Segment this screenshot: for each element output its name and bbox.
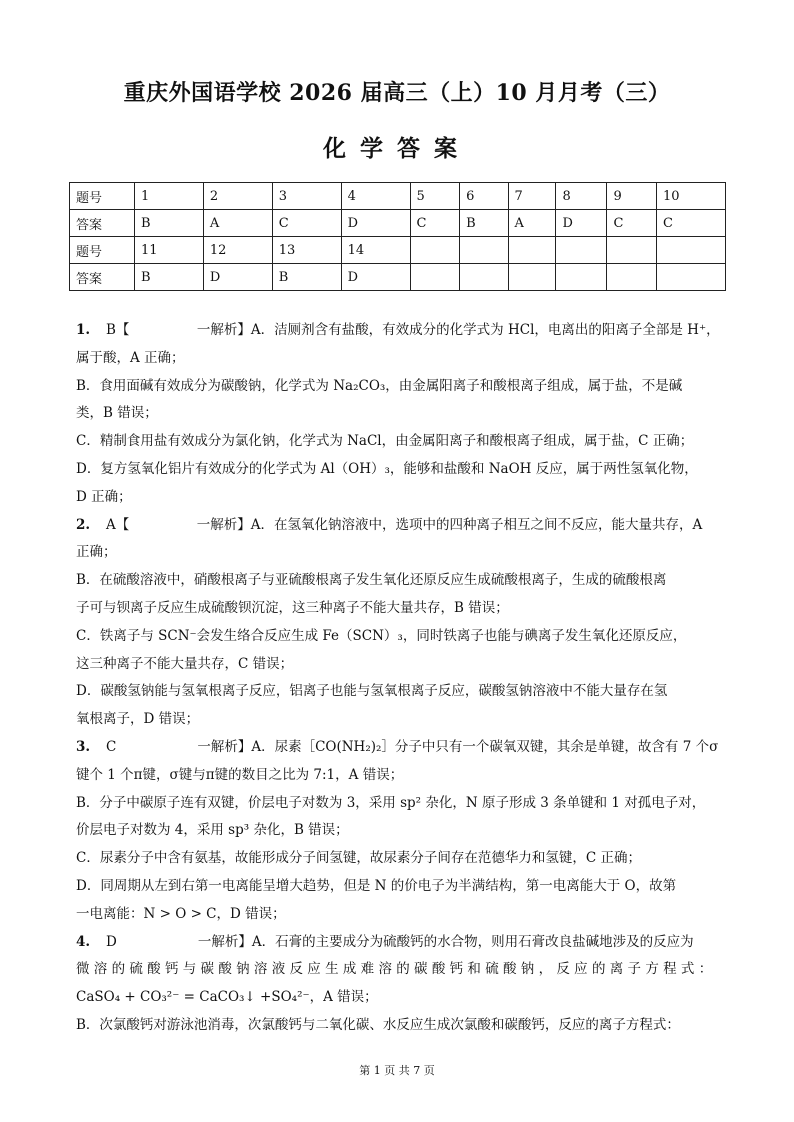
table-cell: C <box>272 210 341 237</box>
table-cell <box>607 264 657 291</box>
explanation-line: D．碳酸氢钠能与氢氧根离子反应，铝离子也能与氢氧根离子反应，碳酸氢钠溶液中不能大量存在氢 <box>76 683 668 700</box>
table-cell: B <box>272 264 341 291</box>
table-cell: D <box>341 264 410 291</box>
question-3-explanation <box>76 734 726 929</box>
question-4-explanation <box>76 929 726 1040</box>
answer-explanations <box>76 317 726 1040</box>
explanation-line: C．精制食用盐有效成分为氯化钠，化学式为 NaCl，由金属阳离子和酸根离子组成，属于盐，C 正确； <box>76 433 694 450</box>
table-cell: 9 <box>607 183 657 210</box>
table-cell: 1 <box>135 183 204 210</box>
table-cell: A <box>203 210 272 237</box>
table-cell <box>657 264 726 291</box>
page-title: 重庆外国语学校 2026 届高三（上）10 月月考（三） <box>123 80 671 106</box>
table-header: 题号 <box>70 237 135 264</box>
explanation-line: C．尿素分子中含有氨基，故能形成分子间氢键，故尿素分子间存在范德华力和氢键，C 正确； <box>76 850 641 867</box>
explanation-line: B【 一解析】A．洁厕剂含有盐酸，有效成分的化学式为 HCl，电离出的阳离子全部是 H⁺， <box>106 322 720 338</box>
table-header: 答案 <box>70 210 135 237</box>
table-cell: 4 <box>341 183 410 210</box>
explanation-line: CaSO₄ + CO₃²⁻ = CaCO₃↓ +SO₄²⁻，A 错误； <box>76 989 378 1006</box>
table-row <box>70 237 726 264</box>
table-cell: 11 <box>135 237 204 264</box>
table-cell: 7 <box>508 183 556 210</box>
table-cell: 2 <box>203 183 272 210</box>
table-cell: 5 <box>410 183 460 210</box>
table-cell <box>508 237 556 264</box>
question-number: 3. <box>76 738 91 755</box>
explanation-line: D 正确； <box>76 488 132 505</box>
table-header: 答案 <box>70 264 135 291</box>
table-cell <box>657 237 726 264</box>
table-cell: D <box>556 210 607 237</box>
question-number: 1. <box>76 322 91 338</box>
answer-table <box>69 182 726 291</box>
question-number: 2. <box>76 516 91 533</box>
table-cell: 8 <box>556 183 607 210</box>
explanation-line: 一电离能：N > O > C，D 错误； <box>76 905 286 922</box>
table-cell: 6 <box>460 183 508 210</box>
table-cell: 13 <box>272 237 341 264</box>
explanation-line: B．次氯酸钙对游泳池消毒，次氯酸钙与二氧化碳、水反应生成次氯酸和碳酸钙，反应的离子方程式： <box>76 1016 680 1033</box>
table-cell: 14 <box>341 237 410 264</box>
table-cell: C <box>607 210 657 237</box>
table-cell <box>410 237 460 264</box>
table-cell <box>460 264 508 291</box>
question-2-explanation <box>76 512 726 734</box>
table-cell: 3 <box>272 183 341 210</box>
explanation-line: 子可与钡离子反应生成硫酸钡沉淀，这三种离子不能大量共存，B 错误； <box>76 599 509 616</box>
table-row <box>70 183 726 210</box>
explanation-line: B．在硫酸溶液中，硝酸根离子与亚硫酸根离子发生氧化还原反应生成硫酸根离子，生成的硫酸根离 <box>76 572 667 589</box>
table-cell: B <box>135 264 204 291</box>
table-cell <box>556 237 607 264</box>
table-cell <box>607 237 657 264</box>
explanation-line: D．同周期从左到右第一电离能呈增大趋势，但是 N 的价电子为半满结构，第一电离能大于 O，故第 <box>76 877 677 894</box>
explanation-line: D 一解析】A．石膏的主要成分为硫酸钙的水合物，则用石膏改良盐碱地涉及的反应为 <box>106 933 694 950</box>
table-header: 题号 <box>70 183 135 210</box>
table-cell: C <box>657 210 726 237</box>
explanation-line: 价层电子对数为 4，采用 sp³ 杂化，B 错误； <box>76 822 349 839</box>
table-cell <box>460 237 508 264</box>
explanation-line: D．复方氢氧化铝片有效成分的化学式为 Al（OH）₃，能够和盐酸和 NaOH 反应，属于两性氢氧化物， <box>76 460 698 477</box>
page-subtitle: 化学答案 <box>323 135 471 162</box>
table-cell: B <box>135 210 204 237</box>
explanation-line: B．食用面碱有效成分为碳酸钠，化学式为 Na₂CO₃，由金属阳离子和酸根离子组成，属于盐，不是碱 <box>76 377 683 394</box>
explanation-line: A【 一解析】A．在氢氧化钠溶液中，选项中的四种离子相互之间不反应，能大量共存，A <box>106 516 703 533</box>
table-cell: D <box>341 210 410 237</box>
explanation-line: 正确； <box>76 544 117 561</box>
table-cell: C <box>410 210 460 237</box>
table-cell: 10 <box>657 183 726 210</box>
explanation-line: 键个 1 个π键，σ键与π键的数目之比为 7:1，A 错误； <box>76 766 404 783</box>
explanation-line: 微 溶 的 硫 酸 钙 与 碳 酸 钠 溶 液 反 应 生 成 难 溶 的 碳 酸 钙 和 硫 酸 钠 ， 反 应 的 离 子 方 程 式 ： <box>76 961 713 978</box>
table-cell <box>508 264 556 291</box>
table-cell <box>556 264 607 291</box>
table-cell: 12 <box>203 237 272 264</box>
question-number: 4. <box>76 933 91 950</box>
question-1-explanation <box>76 317 726 512</box>
table-cell: D <box>203 264 272 291</box>
explanation-line: C．铁离子与 SCN⁻会发生络合反应生成 Fe（SCN）₃，同时铁离子也能与碘离子发生氧化还原反应， <box>76 627 687 644</box>
explanation-line: 属于酸，A 正确； <box>76 349 185 366</box>
explanation-line: B．分子中碳原子连有双键，价层电子对数为 3，采用 sp² 杂化，N 原子形成 3 条单键和 1 对孤电子对， <box>76 794 706 811</box>
explanation-line: 氧根离子，D 错误； <box>76 711 200 728</box>
table-row <box>70 264 726 291</box>
explanation-line: 类，B 错误； <box>76 405 158 422</box>
explanation-line: 这三种离子不能大量共存，C 错误； <box>76 655 294 672</box>
table-cell <box>410 264 460 291</box>
page-footer: 第 1 页 共 7 页 <box>359 1064 435 1077</box>
table-cell: A <box>508 210 556 237</box>
table-row <box>70 210 726 237</box>
explanation-line: C 一解析】A．尿素［CO(NH₂)₂］分子中只有一个碳氧双键，其余是单键，故含有 7 个σ <box>106 738 719 755</box>
table-cell: B <box>460 210 508 237</box>
